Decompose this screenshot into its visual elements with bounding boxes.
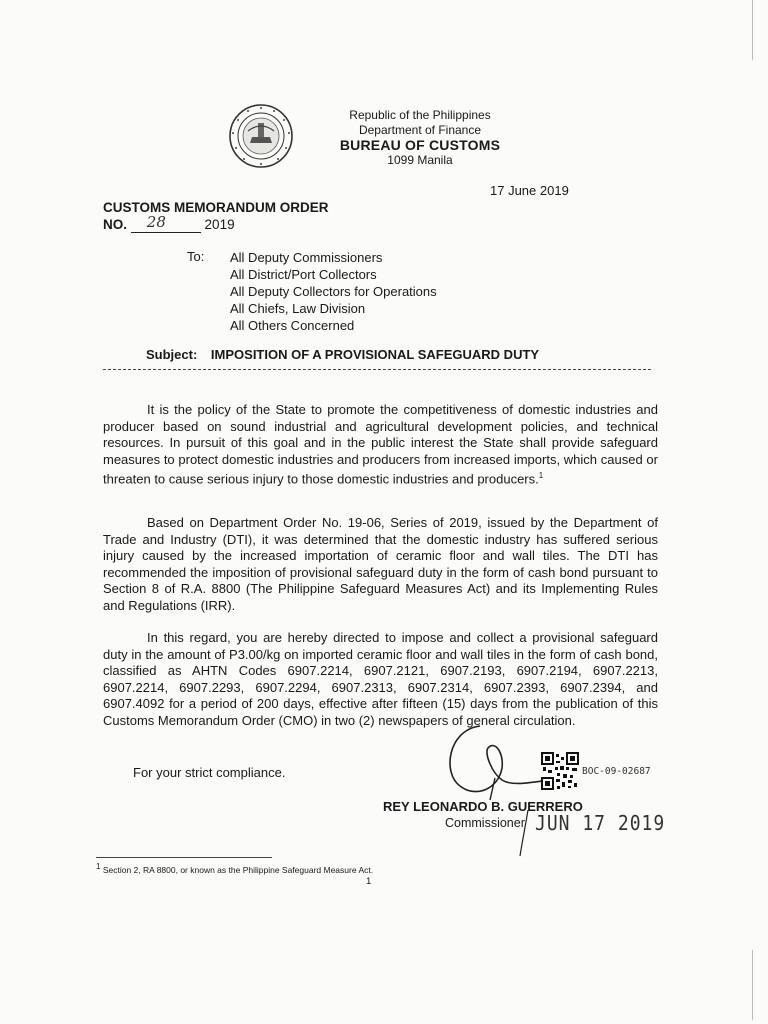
letterhead [300,108,540,168]
recipient-item: All Deputy Commissioners [230,250,383,265]
order-no-label: NO. [103,217,128,232]
paragraph-text: Based on Department Order No. 19-06, Series of 2019, issued by the Department of Trade and Industry (DTI), it was determined that the domestic industry has suffered serious injury caused by the increased importation of ceramic floor and wall tiles. The DTI has recommended the imposition of provisional safeguard duty in the form of cash bond pursuant to Section 8 of R.A. 8800 (The Philippine Safeguard Measures Act) and its Implementing Rules and Regulations (IRR). [103,515,658,613]
subject-label: Subject: [146,347,198,362]
footnote [96,862,373,875]
recipient-item: All Chiefs, Law Division [230,301,366,316]
body-paragraph-1 [103,402,658,488]
footnote-text: Section 2, RA 8800, or known as the Philippine Safeguard Measure Act. [102,864,374,875]
body-paragraph-3 [103,630,658,730]
compliance-line: For your strict compliance. [133,765,286,780]
stamp-id: BOC-09-02687 [582,766,651,777]
recipient-list [230,249,437,334]
letterhead-department: Department of Finance [358,123,482,137]
qr-code [541,752,579,790]
subject-text: IMPOSITION OF A PROVISIONAL SAFEGUARD DUTY [210,347,540,362]
order-heading [103,199,329,233]
letterhead-address: 1099 Manila [387,153,453,167]
order-no-blank [131,213,201,233]
document-date: 17 June 2019 [490,183,569,198]
footnote-rule [96,857,272,858]
footnote-ref: 1 [538,471,544,481]
body-paragraph-2 [103,515,658,615]
order-no-handwritten: 28 [146,213,166,231]
letterhead-republic: Republic of the Philippines [349,108,491,122]
recipient-item: All Deputy Collectors for Operations [230,284,437,299]
subject-line [146,347,539,362]
bureau-of-customs-seal [228,103,294,169]
paragraph-text: It is the policy of the State to promote the competitiveness of domestic industries and producer based on sound industrial and agricultural development policies, and technical resources. In pursuit of this goal and in the public interest the State shall provide safeguard measures to protect domestic industries and producers from increased imports, which caused or threaten to cause serious injury to those domestic industries and producers. [103,402,658,487]
signatory-name: REY LEONARDO B. GUERRERO [383,799,583,814]
order-year: 2019 [204,217,235,232]
letterhead-agency: BUREAU OF CUSTOMS [339,137,501,153]
to-label: To: [187,249,205,264]
order-number-line [103,213,329,233]
page-number: 1 [366,876,372,887]
recipient-item: All District/Port Collectors [230,267,377,282]
footnote-marker: 1 [96,862,101,871]
scan-edge-mark [752,0,753,60]
order-title: CUSTOMS MEMORANDUM ORDER [103,200,329,215]
received-date-stamp: JUN 17 2019 [535,811,666,836]
paragraph-text: In this regard, you are hereby directed to impose and collect a provisional safeguard duty in the amount of P3.00/kg on imported ceramic floor and wall tiles in the form of cash bond, classified as AHTN Codes 6907.2214, 6907.2121, 6907.2193, 6907.2194, 6907.2213, 6907.2214, 6907.2293, 6907.2294, 6907.2313, 6907.2314, 6907.2393, 6907.2394, and 6907.4092 for a period of 200 days, effective after fifteen (15) days from the publication of this Customs Memorandum Order (CMO) in two (2) newspapers of general circulation. [103,630,658,728]
recipient-item: All Others Concerned [230,318,355,333]
dashed-divider [103,369,651,370]
signatory-title: Commissioner [445,816,525,830]
scan-edge-mark [752,950,753,1020]
